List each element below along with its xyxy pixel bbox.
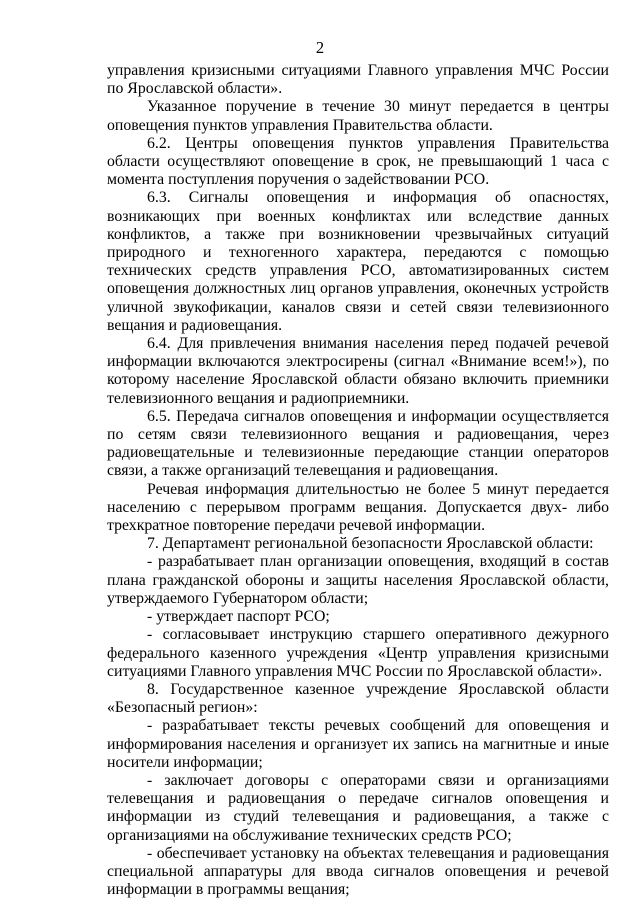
paragraph-6-4: 6.4. Для привлечения внимания населения перед подачей речевой информации включаются электросирены (сигнал «Внимание всем!»), по которому население Ярославской области обязано включить приемники телевизионного вещания и радиоприемники. [107,335,609,407]
paragraph-6-5: 6.5. Передача сигналов оповещения и информации осуществляется по сетям связи телевизионного вещания и радиовещания, через радиовещательные и телевизионные передающие станции операторов связи, а также организаций телевещания и радиовещания. [107,407,609,480]
page-number: 2 [315,38,325,57]
paragraph-continuation: управления кризисными ситуациями Главного управления МЧС России по Ярославской области». [107,62,609,98]
paragraph-7: 7. Департамент региональной безопасности Ярославской области: [147,535,594,553]
list-item-contracts: - заключает договоры с операторами связи и организациями телевещания и радиовещания о передаче сигналов оповещения и информации из студий телевещания и радиовещания, а также с организациями на обслуживание технических средств РСО; [107,771,609,844]
paragraph-6-3: 6.3. Сигналы оповещения и информация об опасностях, возникающих при военных конфликтах или вследствие данных конфликтов, а также при возникновении чрезвычайных ситуаций природного и техногенного характера, передаются с помощью технических средств управления РСО, автоматизированных систем оповещения должностных лиц органов управления, оконечных устройств уличной звукофикации, каналов связи и сетей связи телевизионного вещания и радиовещания. [107,189,609,334]
paragraph-8: 8. Государственное казенное учреждение Ярославской области «Безопасный регион»: [107,680,609,717]
list-item-equipment: - обеспечивает установку на объектах телевещания и радиовещания специальной аппаратуры для ввода сигналов оповещения и речевой информации в программы вещания; [107,844,609,899]
paragraph-6-2: 6.2. Центры оповещения пунктов управления Правительства области осуществляют оповещение в срок, не превышающий 1 часа с момента поступления поручения о задействовании РСО. [107,134,609,189]
document-body [107,62,609,899]
paragraph-instruction-transfer: Указанное поручение в течение 30 минут передается в центры оповещения пунктов управления Правительства области. [107,98,609,134]
paragraph-speech-info: Речевая информация длительностью не более 5 минут передается населению с перерывом программ вещания. Допускается двух- либо трехкратное повторение передачи речевой информации. [107,480,609,535]
list-item-texts: - разрабатывает тексты речевых сообщений для оповещения и информирования населения и организует их запись на магнитные и иные носители информации; [107,717,609,771]
list-item-instruction: - согласовывает инструкцию старшего оперативного дежурного федерального казенного учреждения «Центр управления кризисными ситуациями Главного управления МЧС России по Ярославской области». [107,626,609,680]
list-item-passport: - утверждает паспорт РСО; [147,608,330,626]
list-item-plan: - разрабатывает план организации оповещения, входящий в состав плана гражданской обороны и защиты населения Ярославской области, утверждаемого Губернатором области; [107,553,609,607]
